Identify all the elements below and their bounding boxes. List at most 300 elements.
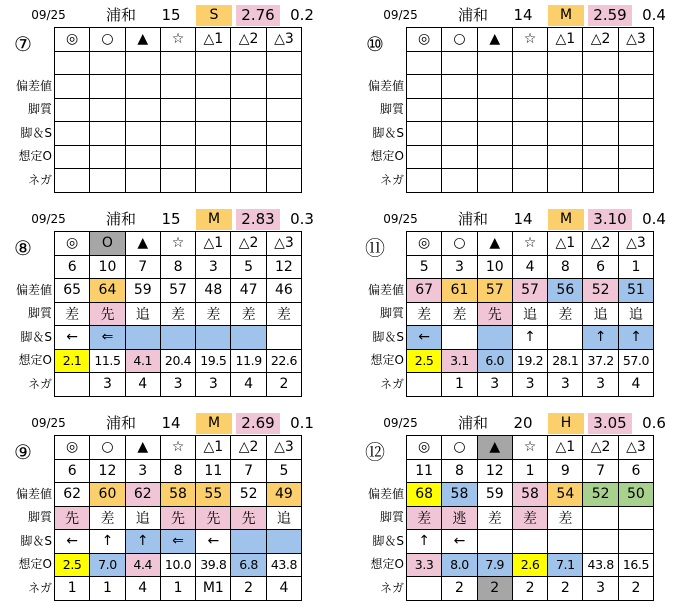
horse-count: 14 [161, 414, 181, 432]
running-style-cell [196, 98, 231, 122]
running-style-cell: 差 [231, 302, 266, 326]
deviation-cell: 68 [407, 483, 442, 507]
running-style-cell: 追 [618, 302, 653, 326]
row-label: 脚質 [27, 510, 52, 524]
mark-row [407, 436, 654, 460]
horse-number-cell: 7 [583, 459, 618, 483]
deviation-cell [90, 75, 125, 99]
row-label: 脚＆S [20, 329, 52, 344]
leg-speed-cell [477, 122, 512, 146]
horse-number-cell: 6 [55, 459, 90, 483]
prediction-grid [406, 27, 654, 193]
race-date: 09/25 [31, 416, 66, 430]
horse-number-cell: 4 [512, 255, 547, 279]
row-label: ネガ [27, 172, 52, 187]
leg-speed-cell [477, 326, 512, 350]
mark-cell: ▲ [477, 436, 512, 460]
deviation-cell [125, 75, 160, 99]
nega-cell [55, 169, 90, 193]
deviation-cell: 65 [55, 279, 90, 303]
nega-cell [266, 169, 301, 193]
running-style-cell: 差 [548, 302, 583, 326]
running-style-cell: 追 [583, 302, 618, 326]
expected-odds-cell: 2.6 [512, 553, 547, 577]
mark-cell: ☆ [512, 436, 547, 460]
venue: 浦和 [457, 210, 488, 228]
horse-number-cell [196, 51, 231, 75]
leg-speed-cell [231, 530, 266, 554]
mark-row [55, 436, 302, 460]
nega-cell: 3 [160, 373, 195, 397]
running-style-cell: 追 [125, 302, 160, 326]
deviation-cell: 50 [618, 483, 653, 507]
nega-cell: 2 [442, 577, 477, 601]
venue: 浦和 [457, 6, 488, 24]
mark-cell: ☆ [160, 232, 195, 256]
deviation-cell: 60 [90, 483, 125, 507]
horse-number-cell: 7 [125, 255, 160, 279]
deviation-cell [548, 75, 583, 99]
value-badge: 2.59 [588, 5, 632, 26]
running-style-cell: 追 [266, 506, 301, 530]
deviation-cell: 61 [442, 279, 477, 303]
leg-speed-cell [442, 122, 477, 146]
horse-count: 14 [513, 6, 533, 24]
pace-badge: H [548, 413, 584, 434]
expected-odds-cell: 16.5 [618, 553, 653, 577]
expected-odds-cell: 2.5 [407, 349, 442, 373]
leg-speed-cell [548, 530, 583, 554]
nega-cell [442, 169, 477, 193]
deviation-cell: 58 [442, 483, 477, 507]
nega-cell: 3 [512, 373, 547, 397]
leg-speed-cell [442, 326, 477, 350]
extra-value: 0.1 [290, 414, 314, 432]
running-style-row [55, 302, 302, 326]
leg-speed-row [407, 122, 654, 146]
running-style-row [407, 506, 654, 530]
pace-badge: M [196, 413, 232, 434]
mark-cell: △2 [231, 232, 266, 256]
mark-cell: △2 [583, 232, 618, 256]
expected-odds-cell [231, 145, 266, 169]
mark-cell: △3 [266, 436, 301, 460]
deviation-cell: 59 [477, 483, 512, 507]
expected-odds-cell: 7.1 [548, 553, 583, 577]
race-block [358, 208, 683, 408]
row-label: 脚質 [379, 510, 404, 524]
horse-number-cell: 11 [196, 459, 231, 483]
horse-number-cell: 12 [266, 255, 301, 279]
leg-speed-cell: ↑ [618, 326, 653, 350]
expected-odds-cell: 19.5 [196, 349, 231, 373]
row-label: 想定O [18, 557, 52, 571]
prediction-grid [54, 231, 302, 397]
race-block [6, 4, 331, 204]
expected-odds-cell: 3.3 [407, 553, 442, 577]
expected-odds-cell [618, 145, 653, 169]
nega-cell [477, 169, 512, 193]
horse-number-cell [90, 51, 125, 75]
extra-value: 0.4 [642, 6, 666, 24]
nega-cell: 2 [548, 577, 583, 601]
leg-speed-cell: ↑ [512, 326, 547, 350]
mark-cell: △3 [618, 436, 653, 460]
running-style-cell [583, 506, 618, 530]
horse-number-cell [583, 51, 618, 75]
leg-speed-cell: ↑ [90, 530, 125, 554]
running-style-cell [548, 98, 583, 122]
mark-cell: ☆ [512, 28, 547, 52]
nega-cell [548, 169, 583, 193]
expected-odds-row [55, 349, 302, 373]
running-style-cell: 差 [55, 302, 90, 326]
expected-odds-row [55, 145, 302, 169]
expected-odds-cell: 57.0 [618, 349, 653, 373]
expected-odds-cell [548, 145, 583, 169]
horse-number-cell: 6 [618, 459, 653, 483]
value-badge: 3.10 [588, 209, 632, 230]
horse-number-cell: 8 [548, 255, 583, 279]
deviation-cell [55, 75, 90, 99]
deviation-cell: 52 [231, 483, 266, 507]
running-style-cell: 追 [125, 506, 160, 530]
running-style-cell: 差 [512, 506, 547, 530]
nega-cell [407, 169, 442, 193]
horse-number-cell: 8 [442, 459, 477, 483]
row-label: 脚＆S [372, 125, 404, 140]
deviation-cell: 57 [477, 279, 512, 303]
mark-cell: ◎ [407, 28, 442, 52]
leg-speed-cell [583, 530, 618, 554]
deviation-cell: 67 [407, 279, 442, 303]
mark-cell: △2 [583, 28, 618, 52]
race-header [358, 412, 683, 435]
value-badge: 2.83 [236, 209, 280, 230]
expected-odds-cell: 43.8 [583, 553, 618, 577]
deviation-cell [583, 75, 618, 99]
running-style-cell: 差 [442, 302, 477, 326]
leg-speed-cell [90, 122, 125, 146]
race-date: 09/25 [383, 212, 418, 226]
deviation-cell [407, 75, 442, 99]
expected-odds-cell: 39.8 [196, 553, 231, 577]
deviation-cell: 62 [55, 483, 90, 507]
expected-odds-row [407, 553, 654, 577]
horse-number-cell [407, 51, 442, 75]
race-number: ⑫ [365, 440, 385, 464]
running-style-cell: 差 [407, 506, 442, 530]
nega-cell: 1 [90, 577, 125, 601]
nega-cell [125, 169, 160, 193]
mark-row [407, 28, 654, 52]
nega-cell [90, 169, 125, 193]
leg-speed-cell [266, 326, 301, 350]
horse-number-cell: 6 [583, 255, 618, 279]
row-label: 想定O [18, 353, 52, 367]
row-label: 偏差値 [367, 78, 404, 93]
horse-number-cell: 3 [442, 255, 477, 279]
leg-speed-cell [196, 326, 231, 350]
expected-odds-cell: 6.0 [477, 349, 512, 373]
mark-cell: ◎ [407, 436, 442, 460]
deviation-cell [442, 75, 477, 99]
row-labels [6, 279, 54, 397]
nega-cell [160, 169, 195, 193]
race-number: ⑪ [365, 236, 385, 260]
mark-cell: ◎ [55, 232, 90, 256]
deviation-cell [266, 75, 301, 99]
running-style-cell: 差 [160, 302, 195, 326]
leg-speed-cell [548, 122, 583, 146]
leg-speed-row [55, 530, 302, 554]
leg-speed-cell [266, 530, 301, 554]
horse-number-cell [160, 51, 195, 75]
running-style-cell: 差 [90, 506, 125, 530]
horse-number-cell: 1 [618, 255, 653, 279]
value-badge: 2.69 [236, 413, 280, 434]
leg-speed-cell [512, 122, 547, 146]
race-number: ⑦ [14, 32, 32, 56]
leg-speed-cell: ⇐ [160, 530, 195, 554]
running-style-cell: 差 [266, 302, 301, 326]
nega-cell [512, 169, 547, 193]
deviation-cell: 57 [512, 279, 547, 303]
horse-number-cell: 12 [477, 459, 512, 483]
value-badge: 2.76 [236, 5, 280, 26]
running-style-cell [618, 506, 653, 530]
running-style-cell [160, 98, 195, 122]
deviation-cell: 58 [160, 483, 195, 507]
race-block [6, 412, 331, 612]
expected-odds-cell [512, 145, 547, 169]
deviation-cell: 55 [196, 483, 231, 507]
prediction-grid [54, 435, 302, 601]
nega-cell: 4 [231, 373, 266, 397]
mark-cell: △1 [548, 28, 583, 52]
row-labels [6, 483, 54, 601]
leg-speed-cell [125, 326, 160, 350]
mark-cell: O [90, 232, 125, 256]
nega-row [407, 169, 654, 193]
mark-cell: △1 [548, 232, 583, 256]
row-labels [6, 75, 54, 193]
horse-number-cell [548, 51, 583, 75]
horse-number-row [407, 459, 654, 483]
race-header [6, 4, 331, 27]
expected-odds-cell [583, 145, 618, 169]
leg-speed-cell [512, 530, 547, 554]
nega-cell: M1 [196, 577, 231, 601]
race-number: ⑨ [14, 440, 32, 464]
leg-speed-cell [196, 122, 231, 146]
horse-number-cell: 10 [90, 255, 125, 279]
expected-odds-row [407, 145, 654, 169]
nega-cell [231, 169, 266, 193]
nega-cell: 3 [548, 373, 583, 397]
horse-number-cell: 1 [512, 459, 547, 483]
deviation-cell: 52 [583, 483, 618, 507]
running-style-cell [55, 98, 90, 122]
row-label: 脚＆S [372, 329, 404, 344]
expected-odds-cell: 19.2 [512, 349, 547, 373]
horse-number-cell: 3 [125, 459, 160, 483]
nega-cell: 2 [512, 577, 547, 601]
expected-odds-cell: 4.1 [125, 349, 160, 373]
nega-cell: 4 [266, 577, 301, 601]
leg-speed-cell [583, 122, 618, 146]
leg-speed-cell: ⇐ [90, 326, 125, 350]
horse-number-cell [512, 51, 547, 75]
venue: 浦和 [105, 6, 136, 24]
row-label: 偏差値 [15, 78, 52, 93]
expected-odds-cell: 7.9 [477, 553, 512, 577]
nega-cell [407, 577, 442, 601]
row-label: 想定O [370, 149, 404, 163]
running-style-cell [512, 98, 547, 122]
deviation-cell: 49 [266, 483, 301, 507]
leg-speed-row [55, 122, 302, 146]
running-style-row [55, 98, 302, 122]
mark-cell: △1 [196, 436, 231, 460]
horse-number-cell: 12 [90, 459, 125, 483]
mark-cell: △1 [196, 28, 231, 52]
horse-number-row [55, 459, 302, 483]
horse-number-cell: 3 [196, 255, 231, 279]
horse-number-cell: 5 [231, 255, 266, 279]
leg-speed-cell [231, 326, 266, 350]
expected-odds-cell: 11.5 [90, 349, 125, 373]
deviation-cell: 56 [548, 279, 583, 303]
mark-cell: ◎ [407, 232, 442, 256]
row-label: 脚質 [379, 306, 404, 320]
running-style-cell [266, 98, 301, 122]
nega-cell: 3 [196, 373, 231, 397]
leg-speed-row [407, 326, 654, 350]
deviation-cell [512, 75, 547, 99]
row-label: ネガ [379, 172, 404, 187]
nega-cell [55, 373, 90, 397]
leg-speed-row [407, 530, 654, 554]
nega-cell: 4 [618, 373, 653, 397]
nega-cell [196, 169, 231, 193]
leg-speed-cell: ← [196, 530, 231, 554]
venue: 浦和 [457, 414, 488, 432]
running-style-cell [125, 98, 160, 122]
row-label: 偏差値 [367, 282, 404, 297]
running-style-cell: 先 [160, 506, 195, 530]
leg-speed-cell [125, 122, 160, 146]
mark-cell: △2 [231, 436, 266, 460]
mark-cell: ▲ [125, 28, 160, 52]
running-style-cell: 逃 [442, 506, 477, 530]
running-style-row [55, 506, 302, 530]
nega-cell: 1 [160, 577, 195, 601]
leg-speed-cell: ← [442, 530, 477, 554]
leg-speed-cell [618, 122, 653, 146]
mark-cell: ☆ [160, 436, 195, 460]
race-block [6, 208, 331, 408]
race-date: 09/25 [383, 416, 418, 430]
mark-cell: △3 [618, 28, 653, 52]
horse-number-cell: 8 [160, 459, 195, 483]
deviation-cell [196, 75, 231, 99]
pace-badge: S [196, 5, 232, 26]
expected-odds-cell: 20.4 [160, 349, 195, 373]
expected-odds-cell [477, 145, 512, 169]
expected-odds-cell [196, 145, 231, 169]
nega-cell: 3 [477, 373, 512, 397]
extra-value: 0.6 [642, 414, 666, 432]
deviation-cell: 54 [548, 483, 583, 507]
horse-number-cell [125, 51, 160, 75]
mark-cell: ☆ [160, 28, 195, 52]
horse-count: 14 [513, 210, 533, 228]
pace-badge: M [548, 5, 584, 26]
row-label: ネガ [27, 376, 52, 391]
nega-cell: 4 [125, 373, 160, 397]
row-label: 想定O [370, 557, 404, 571]
race-date: 09/25 [31, 212, 66, 226]
race-block [358, 4, 683, 204]
mark-cell: △3 [266, 232, 301, 256]
race-header [358, 4, 683, 27]
expected-odds-cell: 43.8 [266, 553, 301, 577]
horse-number-cell [266, 51, 301, 75]
mark-row [55, 232, 302, 256]
leg-speed-cell [548, 326, 583, 350]
running-style-cell [231, 98, 266, 122]
expected-odds-cell [442, 145, 477, 169]
leg-speed-row [55, 326, 302, 350]
leg-speed-cell: ↑ [583, 326, 618, 350]
deviation-cell: 58 [512, 483, 547, 507]
expected-odds-cell [160, 145, 195, 169]
running-style-row [407, 98, 654, 122]
mark-cell: ○ [90, 28, 125, 52]
prediction-grid [406, 435, 654, 601]
race-date: 09/25 [31, 8, 66, 22]
running-style-cell [442, 98, 477, 122]
horse-number-cell [477, 51, 512, 75]
deviation-cell: 46 [266, 279, 301, 303]
horse-number-cell [231, 51, 266, 75]
running-style-cell: 先 [196, 506, 231, 530]
race-number: ⑧ [14, 236, 32, 260]
deviation-row [407, 75, 654, 99]
leg-speed-cell [266, 122, 301, 146]
deviation-row [55, 75, 302, 99]
mark-cell: △3 [266, 28, 301, 52]
nega-cell: 4 [125, 577, 160, 601]
row-label: 脚質 [27, 306, 52, 320]
row-label: 脚＆S [372, 533, 404, 548]
expected-odds-cell [266, 145, 301, 169]
nega-cell: 3 [583, 373, 618, 397]
deviation-row [55, 279, 302, 303]
running-style-cell [90, 98, 125, 122]
running-style-cell: 先 [90, 302, 125, 326]
horse-number-cell: 5 [266, 459, 301, 483]
horse-number-cell [55, 51, 90, 75]
leg-speed-cell [477, 530, 512, 554]
horse-number-row [407, 255, 654, 279]
deviation-cell: 51 [618, 279, 653, 303]
horse-number-cell: 5 [407, 255, 442, 279]
horse-number-cell: 9 [548, 459, 583, 483]
running-style-cell [407, 98, 442, 122]
mark-cell: ◎ [55, 436, 90, 460]
